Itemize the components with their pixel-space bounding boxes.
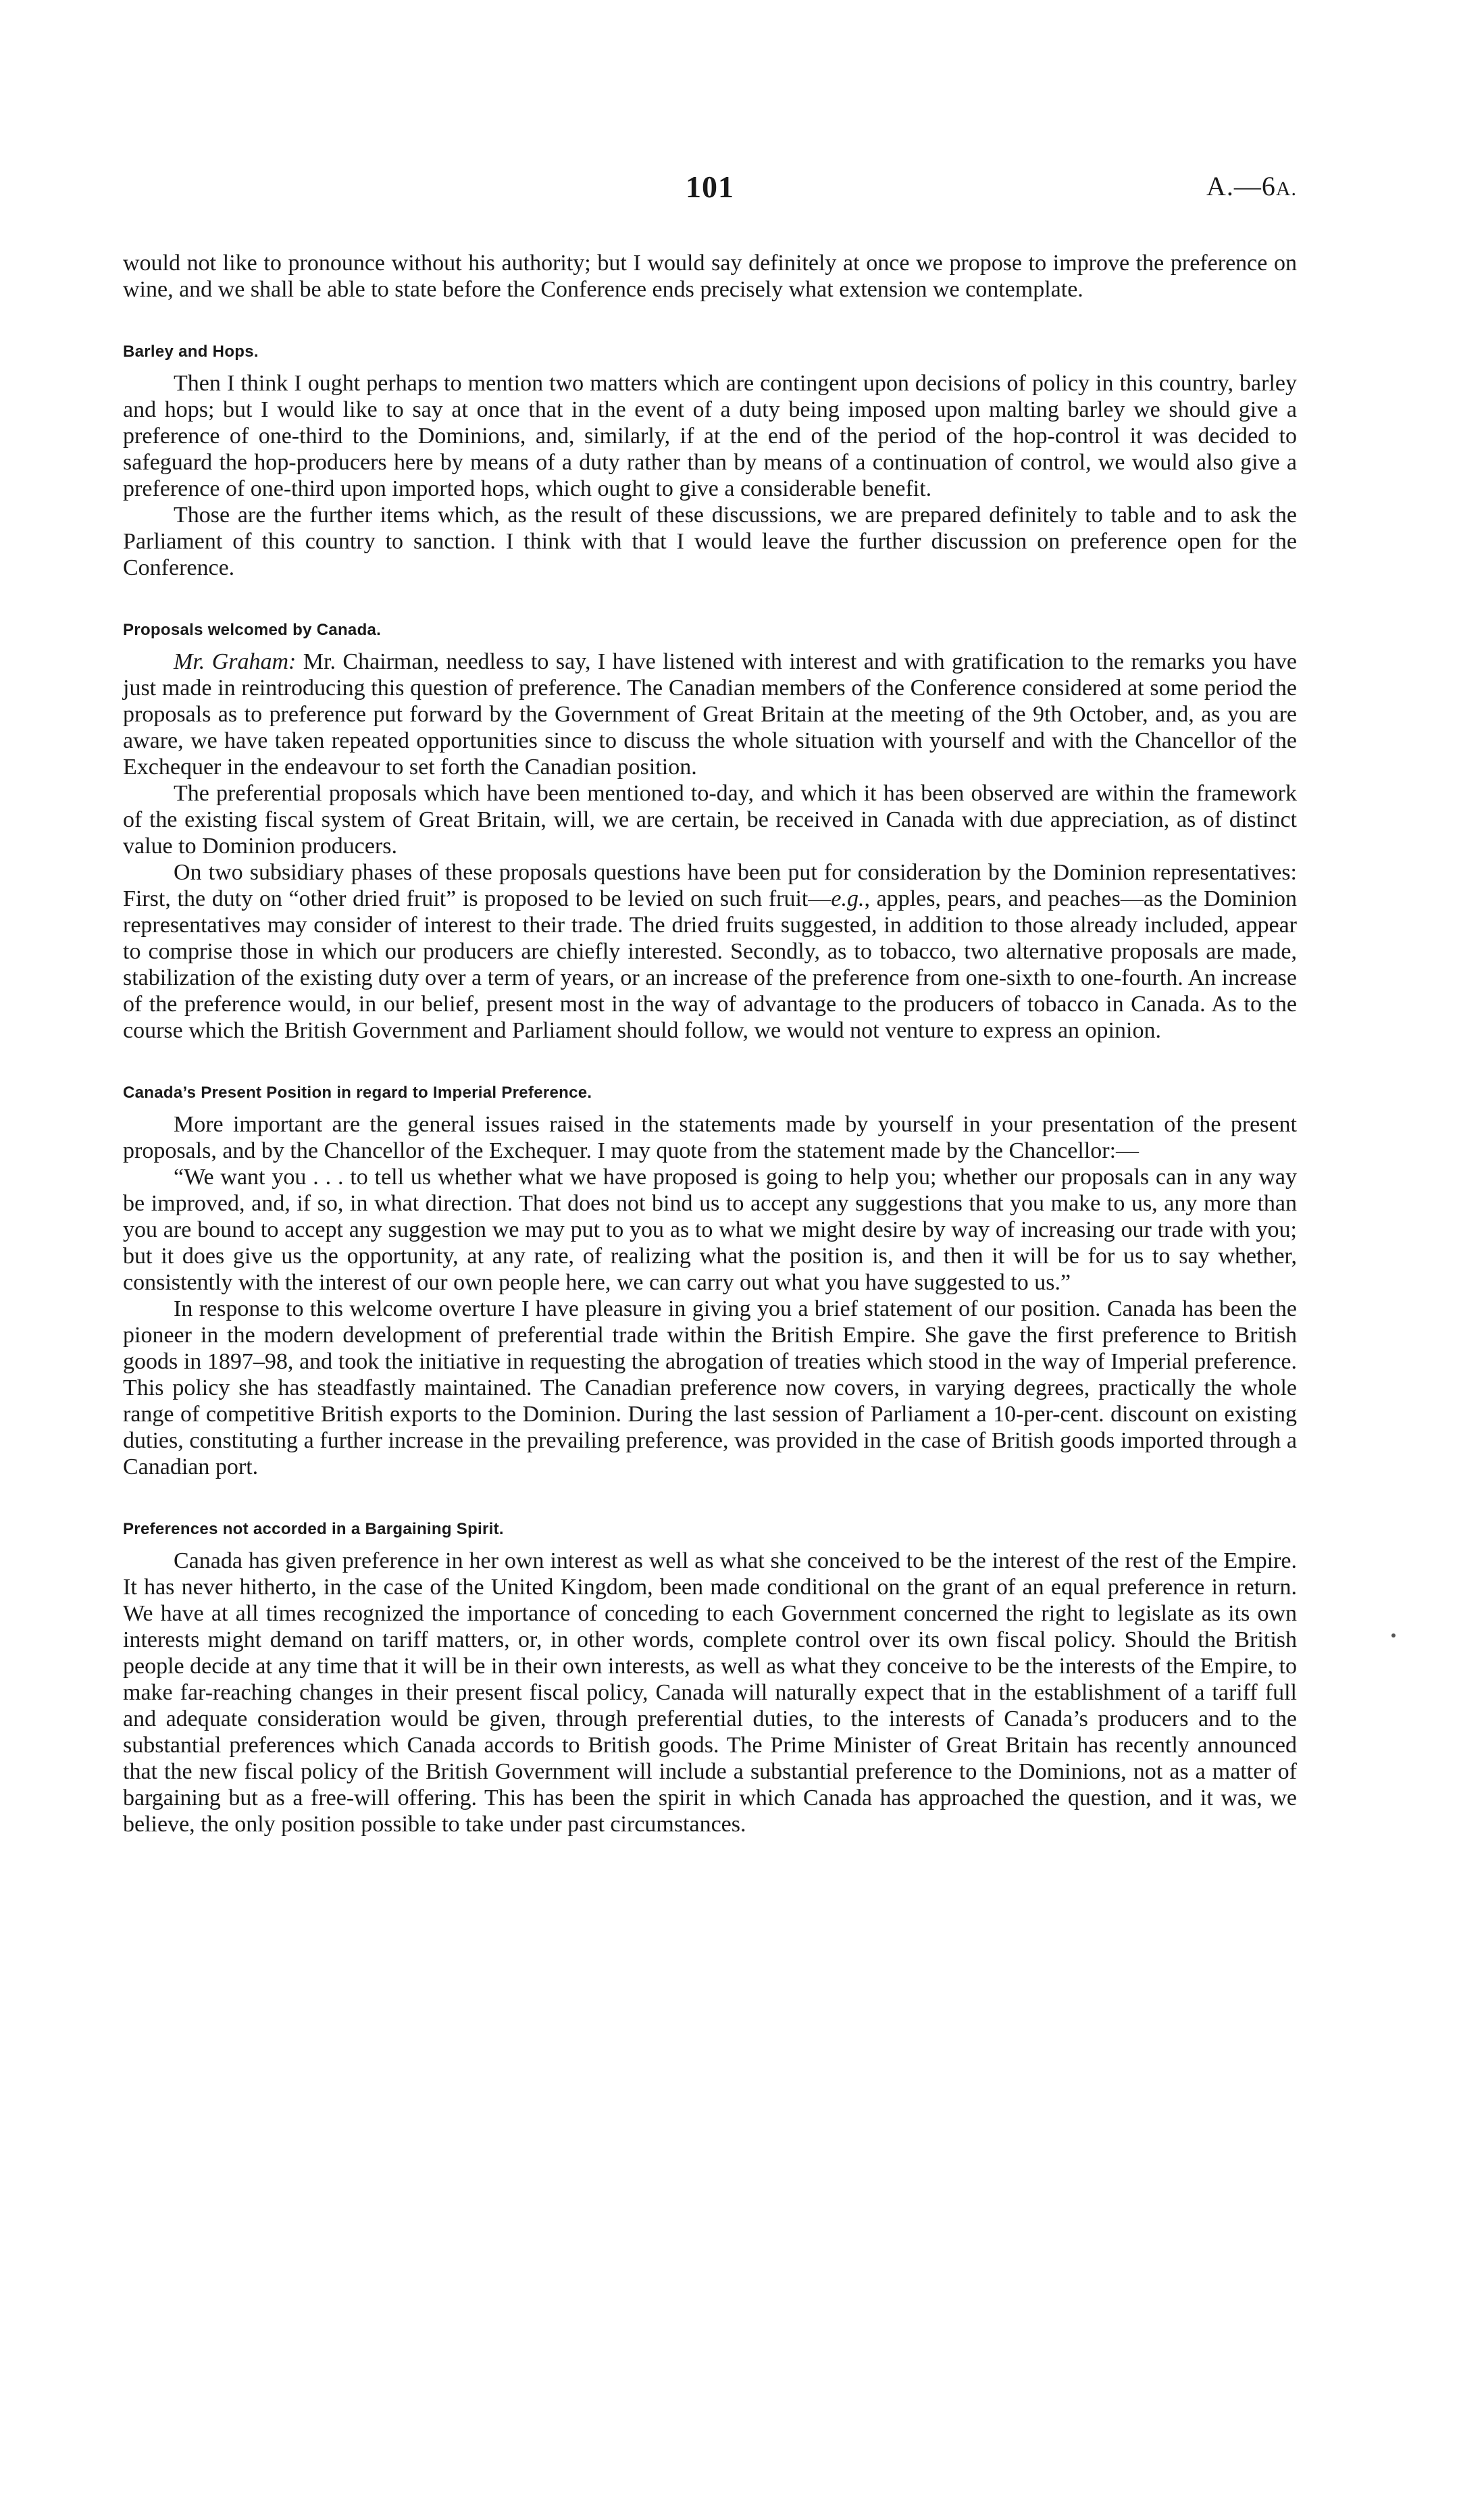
abbreviation: e.g. xyxy=(831,886,865,911)
document-reference xyxy=(1206,170,1297,202)
paragraph: The preferential proposals which have been mentioned to-day, and which it has been observed are within the framework of the existing fiscal system of Great Britain, will, we are certain, be received in Canada with due appreciation, as of distinct value to Dominion producers. xyxy=(123,781,1297,859)
margin-dot xyxy=(1391,1633,1396,1638)
paragraph: Then I think I ought perhaps to mention two matters which are contingent upon decisions of policy in this country, barley and hops; but I would like to say at once that in the event of a duty being imposed upon malting barley we should give a preference of one-third to the Dominions, and, similarly, if at the end of the period of the hop-control it was decided to safeguard the hop-producers here by means of a duty rather than by means of a continuation of control, we would also give a preference of one-third upon imported hops, which ought to give a considerable benefit. xyxy=(123,371,1297,501)
paragraph-text: , apples, pears, and peaches—as the Dominion representatives may consider of interest to their trade. The dried fruits suggested, in addition to those already included, appear to comprise those in which our producers are chiefly interested. Secondly, as to tobacco, two alternative proposals are made, stabilization of the existing duty over a term of years, or an increase of the preference from one-sixth to one-fourth. An increase of the preference would, in our belief, present most in the way of advantage to the producers of tobacco in Canada. As to the course which the British Government and Parliament should follow, we would not venture to express an opinion. xyxy=(123,886,1297,1043)
document-reference-main: A.—6 xyxy=(1206,171,1276,201)
page-number: 101 xyxy=(686,170,734,204)
paragraph: In response to this welcome overture I have pleasure in giving you a brief statement of our position. Canada has been the pioneer in the modern development of preferential trade within the British Empire. She gave the first preference to British goods in 1897–98, and took the initiative in requesting the abrogation of treaties which stood in the way of Imperial preference. This policy she has steadfastly maintained. The Canadian preference now covers, in varying degrees, practically the whole range of competitive British exports to the Dominion. During the last session of Parliament a 10-per-cent. discount on existing duties, constituting a further increase in the prevailing preference, was provided in the case of British goods imported through a Canadian port. xyxy=(123,1296,1297,1479)
continued-paragraph: would not like to pronounce without his authority; but I would say definitely at once we propose to improve the preference on wine, and we shall be able to state before the Conference ends precisely what extension we contemplate. xyxy=(123,251,1297,302)
paragraph: Those are the further items which, as the result of these discussions, we are prepared definitely to table and to ask the Parliament of this country to sanction. I think with that I would leave the further discussion on preference open for the Conference. xyxy=(123,503,1297,580)
paragraph: Canada has given preference in her own interest as well as what she conceived to be the interest of the rest of the Empire. It has never hitherto, in the case of the United Kingdom, been made conditional on the grant of an equal preference in return. We have at all times recognized the importance of conceding to each Government concerned the right to legislate as its own interests might demand on tariff matters, or, in other words, complete control over its own fiscal policy. Should the British people decide at any time that it will be in their own interests, as well as what they conceive to be the interests of the Empire, to make far-reaching changes in their present fiscal policy, Canada will naturally expect that in the establishment of a tariff full and adequate consideration would be given, through preferential duties, to the interests of Canada’s producers and to the substantial preferences which Canada accords to British goods. The Prime Minister of Great Britain has recently announced that the new fiscal policy of the British Government will include a substantial preference to the Dominions, not as a matter of bargaining but as a free-will offering. This has been the spirit in which Canada has approached the question, and it was, we believe, the only position possible to take under past circumstances. xyxy=(123,1548,1297,1837)
section-heading: Canada’s Present Position in regard to Imperial Preference. xyxy=(123,1084,592,1102)
paragraph: More important are the general issues raised in the statements made by yourself in your presentation of the present proposals, and by the Chancellor of the Exchequer. I may quote from the statement made by the Chancellor:— xyxy=(123,1112,1297,1163)
section-heading: Proposals welcomed by Canada. xyxy=(123,621,382,639)
section-heading: Barley and Hops. xyxy=(123,342,259,361)
quotation: “We want you . . . to tell us whether what we have proposed is going to help you; whether our proposals can in any way be improved, and, if so, in what direction. That does not bind us to accept any suggestions that you make to us, any more than you are bound to accept any suggestion we may put to you as to what we might desire by way of increasing our trade with you; but it does give us the opportunity, at any rate, of realizing what the position is, and then it will be for us to say whether, consistently with the interest of our own people here, we can carry out what you have suggested to us.” xyxy=(123,1165,1297,1295)
paragraph xyxy=(123,859,1297,1044)
section-heading: Preferences not accorded in a Bargaining Spirit. xyxy=(123,1520,504,1538)
document-reference-suffix: A. xyxy=(1275,178,1297,200)
section-present-position xyxy=(123,1083,1297,1480)
speaker-name: Mr. Graham: xyxy=(174,649,297,674)
section-proposals-welcomed xyxy=(123,620,1297,1044)
page-header xyxy=(123,169,1297,216)
document-page xyxy=(123,169,1297,1837)
paragraph-text: Mr. Chairman, needless to say, I have listened with interest and with gratification to the remarks you have just made in reintroducing this question of preference. The Canadian members of the Conference considered at some period the proposals as to preference put forward by the Government of Great Britain at the meeting of the 9th October, and, as you are aware, we have taken repeated opportunities since to discuss the whole situation with yourself and with the Chancellor of the Exchequer in the endeavour to set forth the Canadian position. xyxy=(123,649,1298,780)
section-barley-and-hops xyxy=(123,342,1297,581)
paragraph xyxy=(123,649,1297,780)
paragraph-text: On two subsidiary phases of these proposals questions have been put for consideration by the Dominion representatives: First, the duty on “other dried fruit” is proposed to be levied on such fruit— xyxy=(123,860,1297,911)
section-bargaining-spirit xyxy=(123,1519,1297,1837)
